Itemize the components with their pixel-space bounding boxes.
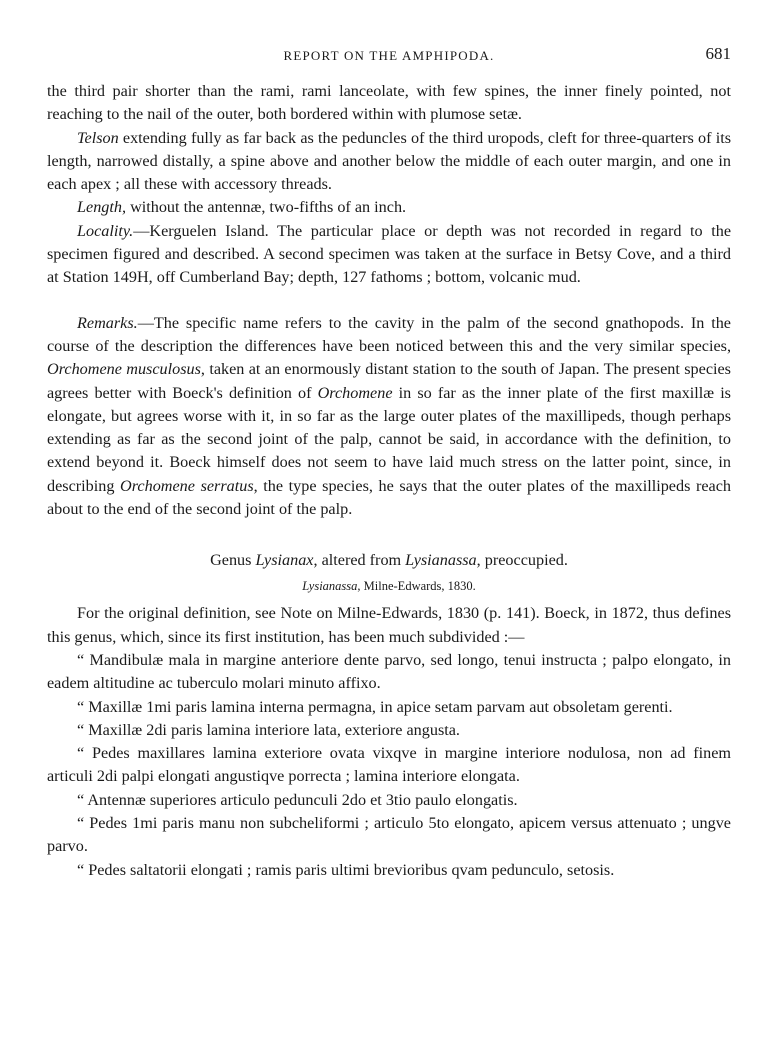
genus-old-name: Lysianassa (405, 551, 477, 570)
telson-label: Telson (77, 128, 119, 147)
quote-maxillae-1: “ Maxillæ 1mi paris lamina interna permagna, in apice setam parvam aut obsoletam gerenti. (77, 697, 673, 716)
locality-text: —Kerguelen Island. The particular place or depth was not recorded in regard to the specimen figured and described. A second specimen was taken at the surface in Betsy Cove, and a third at Station 149 (47, 221, 731, 287)
quote-pedes-maxillares: “ Pedes maxillares lamina exteriore ovata vixqve in margine interiore nodulosa, non ad finem articuli 2di palpi elongati angustiqve porrecta ; lamina interiore elongata. (47, 744, 731, 786)
remarks-label: Remarks. (77, 313, 138, 332)
quote-mandibulae: “ Mandibulæ mala in margine anteriore dente parvo, sed longo, tenui instructa ; palpo elongato, in eadem altitudine ac tuberculo molari minuto affixo. (47, 650, 731, 693)
running-header (47, 44, 731, 66)
uropods-paragraph (47, 80, 731, 127)
genus-name: Lysianax (255, 551, 314, 570)
genus-synonym (47, 576, 731, 596)
quote-maxillae-2: “ Maxillæ 2di paris lamina interiore lata, exteriore angusta. (77, 720, 460, 739)
genus-heading-mid: , altered from (313, 551, 406, 570)
species-musculosus: Orchomene musculosus (47, 360, 201, 379)
document-page (47, 44, 731, 882)
running-title: REPORT ON THE AMPHIPODA. (283, 48, 495, 63)
synonym-authority: , Milne-Edwards, 1830. (357, 579, 476, 594)
page-number: 681 (705, 44, 731, 63)
length-label: Length, (77, 198, 127, 217)
uropods-text: the third pair shorter than the rami, rami lanceolate, with few spines, the inner finely pointed, not reaching to the nail of the outer, both bordered within with plumose setæ. (47, 82, 731, 124)
genus-orchomene: Orchomene (317, 383, 393, 402)
length-paragraph (47, 196, 731, 219)
locality-text-2: , off Cumberland Bay; depth, 127 fathoms ; bottom, volcanic mud. (148, 268, 581, 287)
locality-paragraph (47, 220, 731, 290)
length-text: without the antennæ, two-fifths of an inch. (126, 198, 407, 217)
remarks-text-d: , the type species, he says that the outer plates of the maxillipeds reach about to the end of the second joint of the palp. (47, 476, 732, 519)
telson-text: extending fully as far back as the peduncles of the third uropods, cleft for three-quarters of its length, narrowed distally, a spine above and another below the middle of each outer margin, and one in each apex ; all these with accessory threads. (47, 128, 731, 194)
genus-heading (47, 549, 731, 572)
genus-intro-text: For the original definition, see Note on Milne-Edwards, 1830 (p. 141). Boeck, in 1872, thus defines this genus, which, since its first institution, has been much subdivided :— (47, 604, 731, 646)
genus-heading-prefix: Genus (210, 551, 256, 570)
remarks-text-c: in so far as the inner plate of the first maxillæ is elongate, but agrees worse with it, in so far as the large outer plates of the maxillipeds, though perhaps extending as far as the second joint of the palp, cannot be said, in accordance with the definition, to extend beyond it. Boeck himself does not seem to have laid much stress on the latter point, since, in describing (47, 383, 731, 495)
quote-pedes-1: “ Pedes 1mi paris manu non subcheliformi ; articulo 5to elongato, apicem versus attenuato ; ungve parvo. (47, 814, 731, 856)
species-serratus: Orchomene serratus (120, 476, 254, 495)
section-gap (47, 290, 731, 312)
telson-paragraph (47, 127, 731, 197)
synonym-name: Lysianassa (302, 579, 358, 594)
locality-label: Locality. (77, 221, 134, 240)
remarks-text-a: —The specific name refers to the cavity in the palm of the second gnathopods. In the course of the description the differences have been noticed between this and the very similar species, (47, 313, 731, 355)
quote-pedes-saltatorii: “ Pedes saltatorii elongati ; ramis paris ultimi brevioribus qvam pedunculo, setosis. (77, 860, 615, 879)
quote-antennae: “ Antennæ superiores articulo pedunculi 2do et 3tio paulo elongatis. (77, 790, 518, 809)
station-suffix: H (136, 268, 149, 287)
remarks-paragraph (47, 312, 731, 522)
genus-intro (47, 602, 731, 649)
remarks-text-b: , taken at an enormously distant station to the south of Japan. The present species agrees better with Boeck's definition of (47, 360, 731, 402)
genus-heading-suffix: , preoccupied. (476, 551, 568, 570)
